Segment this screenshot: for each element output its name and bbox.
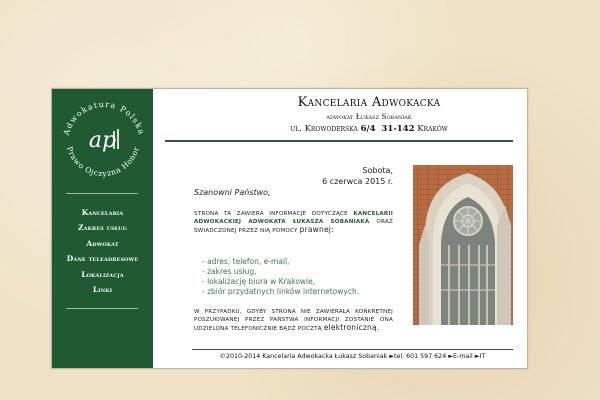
list-item: - zbiór przydatnych linków internetowych. <box>202 287 360 296</box>
address-street: ul. Krowoderska <box>290 124 361 134</box>
intro-highlight: KANCELARII ADWOKACKIEJ ADWOKATA ŁUKASZA SOBANIAKA <box>194 211 393 225</box>
intro-text-c: prawnej: <box>299 225 334 234</box>
nav-item-zakres-uslug[interactable]: Zakres usług <box>78 223 127 233</box>
page-header <box>165 95 513 135</box>
logo-text-top: Adwokatura Polska <box>61 99 147 137</box>
list-item: - zakres usług, <box>202 267 257 276</box>
intro-text-b: ORAZ ŚWIADCZONEJ PRZEZ NIĄ POMOCY <box>194 219 393 234</box>
church-photo <box>413 165 513 325</box>
adwokatura-logo <box>54 91 151 188</box>
nav-item-adwokat[interactable]: Adwokat <box>86 238 119 248</box>
greeting: Szanowni Państwo, <box>194 188 271 197</box>
intro-text-a: STRONA TA ZAWIERA INFORMACJE DOTYCZĄCE <box>194 211 354 217</box>
address-city: Kraków <box>414 124 448 134</box>
outro-text-b: elektroniczną. <box>323 323 380 332</box>
page-title: Kancelaria Adwokacka <box>297 95 441 110</box>
sidebar-divider-top <box>66 193 138 194</box>
header-divider <box>165 140 513 142</box>
logo-monogram: ap <box>88 128 117 153</box>
services-list <box>202 257 359 297</box>
list-item: - adres, telefon, e-mail, <box>202 257 290 266</box>
address-postal: 31-142 <box>381 124 415 134</box>
nav-item-lokalizacja[interactable]: Lokalizacja <box>81 269 124 279</box>
outro-paragraph <box>194 308 393 333</box>
intro-paragraph <box>194 210 393 235</box>
address-number: 6/4 <box>360 124 376 134</box>
logo-emblem-icon <box>54 91 151 188</box>
list-item: - lokalizację biura w Krakowie, <box>202 277 316 286</box>
nav-item-kancelaria[interactable]: Kancelaria <box>81 208 124 217</box>
sidebar-divider-bottom <box>66 308 138 309</box>
current-date <box>282 165 393 187</box>
nav-item-dane-teleadresowe[interactable]: Dane teleadresowe <box>66 254 139 264</box>
gothic-window-image <box>413 165 513 325</box>
logo-text-bottom: Prawo Ojczyzna Honor <box>64 145 142 179</box>
office-address <box>165 123 513 135</box>
date-day: Sobota, <box>362 166 393 175</box>
outro-text-a: W PRZYPADKU, GDYBY STRONA NIE ZAWIERAŁA KONKRETNEJ POSZUKIWANEJ PRZEZ PAŃSTWA INFORMACJI ZOSTANIE ONA UDZIELONA TELEFONICZNIE BĄDŹ POCZTĄ <box>194 309 393 332</box>
page-subtitle: adwokat Łukasz Sobaniak <box>326 112 412 121</box>
page-frame <box>51 88 528 369</box>
sidebar <box>52 89 153 368</box>
nav-item-linki[interactable]: Linki <box>92 284 113 294</box>
main-nav <box>52 205 153 297</box>
date-full: 6 czerwca 2015 r. <box>322 177 393 186</box>
footer-divider <box>192 349 513 350</box>
footer: ©2010-2014 Kancelaria Adwokacka Łukasz Sobaniak ►tel. 601 597 624 ►E-mail ►IT <box>219 353 486 360</box>
